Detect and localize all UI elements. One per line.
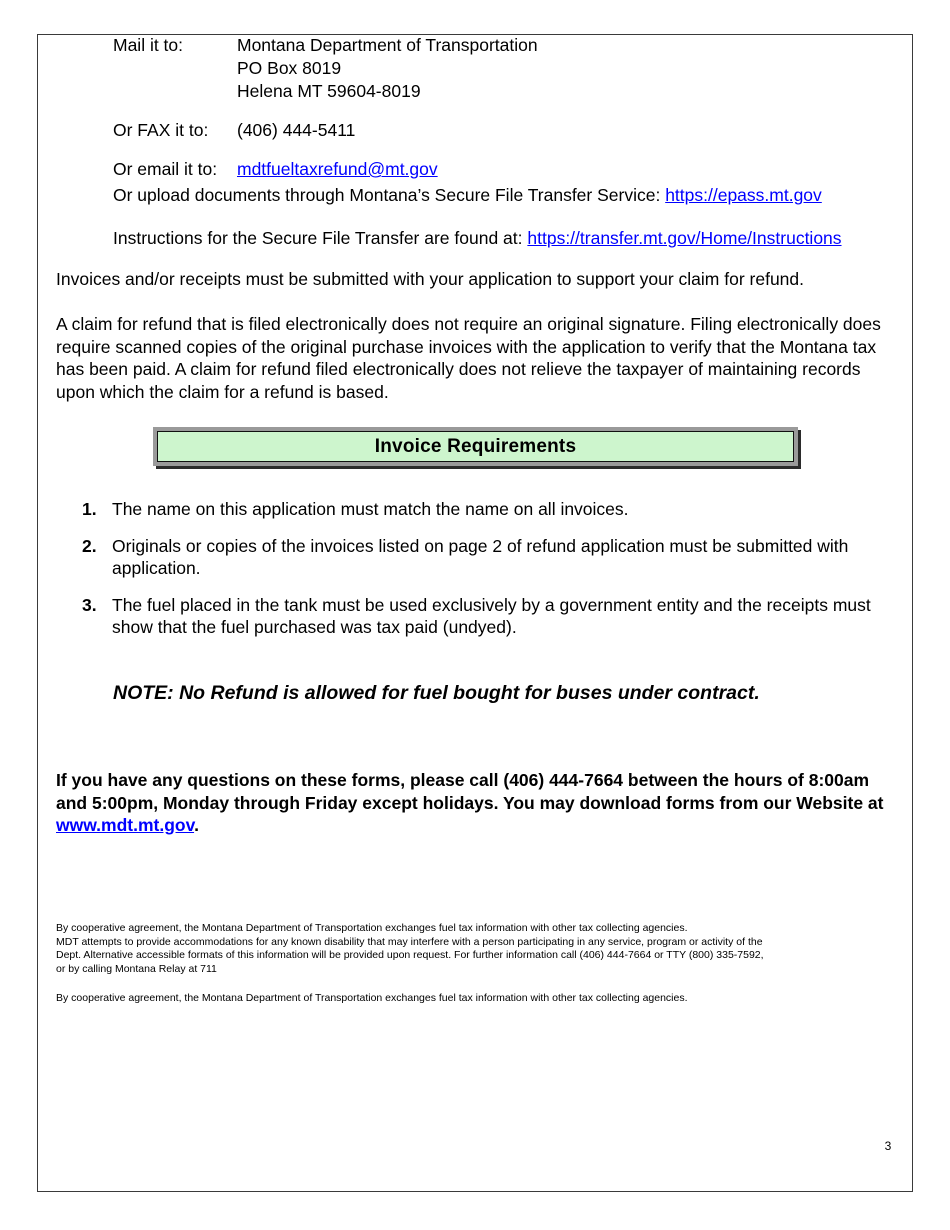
email-link[interactable]: mdtfueltaxrefund@mt.gov [237, 159, 438, 179]
invoice-requirements-banner [153, 427, 798, 466]
email-value [237, 158, 913, 181]
page-number: 3 [884, 1139, 892, 1153]
questions-text-before: If you have any questions on these forms, please call (406) 444-7664 between the hours of 8:00am and 5:00pm, Monday through Friday except holidays. You may download forms from our Website at [56, 770, 884, 813]
banner-title: Invoice Requirements [374, 435, 577, 457]
fineprint-line: MDT attempts to provide accommodations for any known disability that may interfere with a person participating in any service, program or activity of the [56, 935, 763, 948]
fineprint-line: Dept. Alternative accessible formats of this information will be provided upon request. For further information call (406) 444-7664 or TTY (800) 335-7592, [56, 949, 764, 961]
fineprint-line: By cooperative agreement, the Montana Department of Transportation exchanges fuel tax information with other tax collecting agencies. [56, 922, 688, 934]
submission-contact-block [113, 34, 913, 181]
requirements-list [82, 498, 912, 653]
mail-address-line-1: Montana Department of Transportation [237, 35, 538, 55]
requirement-number: 3. [82, 594, 97, 615]
requirement-text: The fuel placed in the tank must be used exclusively by a government entity and the receipts must show that the fuel purchased was tax paid (undyed). [112, 594, 871, 637]
fax-number: (406) 444-5411 [237, 120, 356, 140]
upload-documents-text: Or upload documents through Montana’s Secure File Transfer Service: [113, 185, 666, 205]
fineprint-block-one [56, 922, 908, 976]
note-statement: NOTE: No Refund is allowed for fuel bought for buses under contract. [113, 682, 760, 704]
email-to-row [113, 158, 913, 181]
epass-link[interactable]: https://epass.mt.gov [665, 185, 822, 205]
requirement-number: 1. [82, 499, 97, 519]
transfer-instructions-row [113, 227, 842, 250]
invoices-required-paragraph: Invoices and/or receipts must be submitted with your application to support your claim for refund. [56, 269, 805, 289]
questions-text-after: . [194, 815, 199, 835]
list-item [82, 498, 912, 521]
fineprint-block-two [56, 992, 908, 1006]
mail-address-line-2: PO Box 8019 [237, 58, 342, 78]
transfer-instructions-link[interactable]: https://transfer.mt.gov/Home/Instructions [527, 228, 842, 248]
mail-address-line-3: Helena MT 59604-8019 [237, 81, 421, 101]
mail-to-label: Mail it to: [113, 35, 184, 55]
list-item [82, 594, 912, 639]
email-to-label: Or email it to: [113, 159, 218, 179]
fineprint-line: By cooperative agreement, the Montana Department of Transportation exchanges fuel tax information with other tax collecting agencies. [56, 992, 688, 1004]
fax-to-row [113, 119, 913, 142]
banner-box [153, 427, 798, 466]
website-link[interactable]: www.mdt.mt.gov [56, 815, 195, 835]
fax-to-label: Or FAX it to: [113, 120, 209, 140]
mail-to-address [237, 34, 913, 103]
mail-to-row [113, 34, 913, 103]
fineprint-line: or by calling Montana Relay at 711 [56, 962, 217, 975]
transfer-instructions-text: Instructions for the Secure File Transfer are found at: [113, 228, 528, 248]
requirement-text: The name on this application must match the name on all invoices. [112, 499, 629, 519]
questions-paragraph [56, 769, 896, 837]
list-item [82, 535, 912, 580]
electronic-filing-paragraph: A claim for refund that is filed electronically does not require an original signature. Filing electronically does require scanned copies of the original purchase invoices with the application to verify that the Montana tax has been paid. A claim for refund filed electronically does not relieve the taxpayer of maintaining records upon which the claim for a refund is based. [56, 314, 881, 402]
requirement-number: 2. [82, 535, 97, 556]
requirement-text: Originals or copies of the invoices listed on page 2 of refund application must be submitted with application. [112, 535, 849, 578]
upload-documents-row [113, 184, 822, 207]
